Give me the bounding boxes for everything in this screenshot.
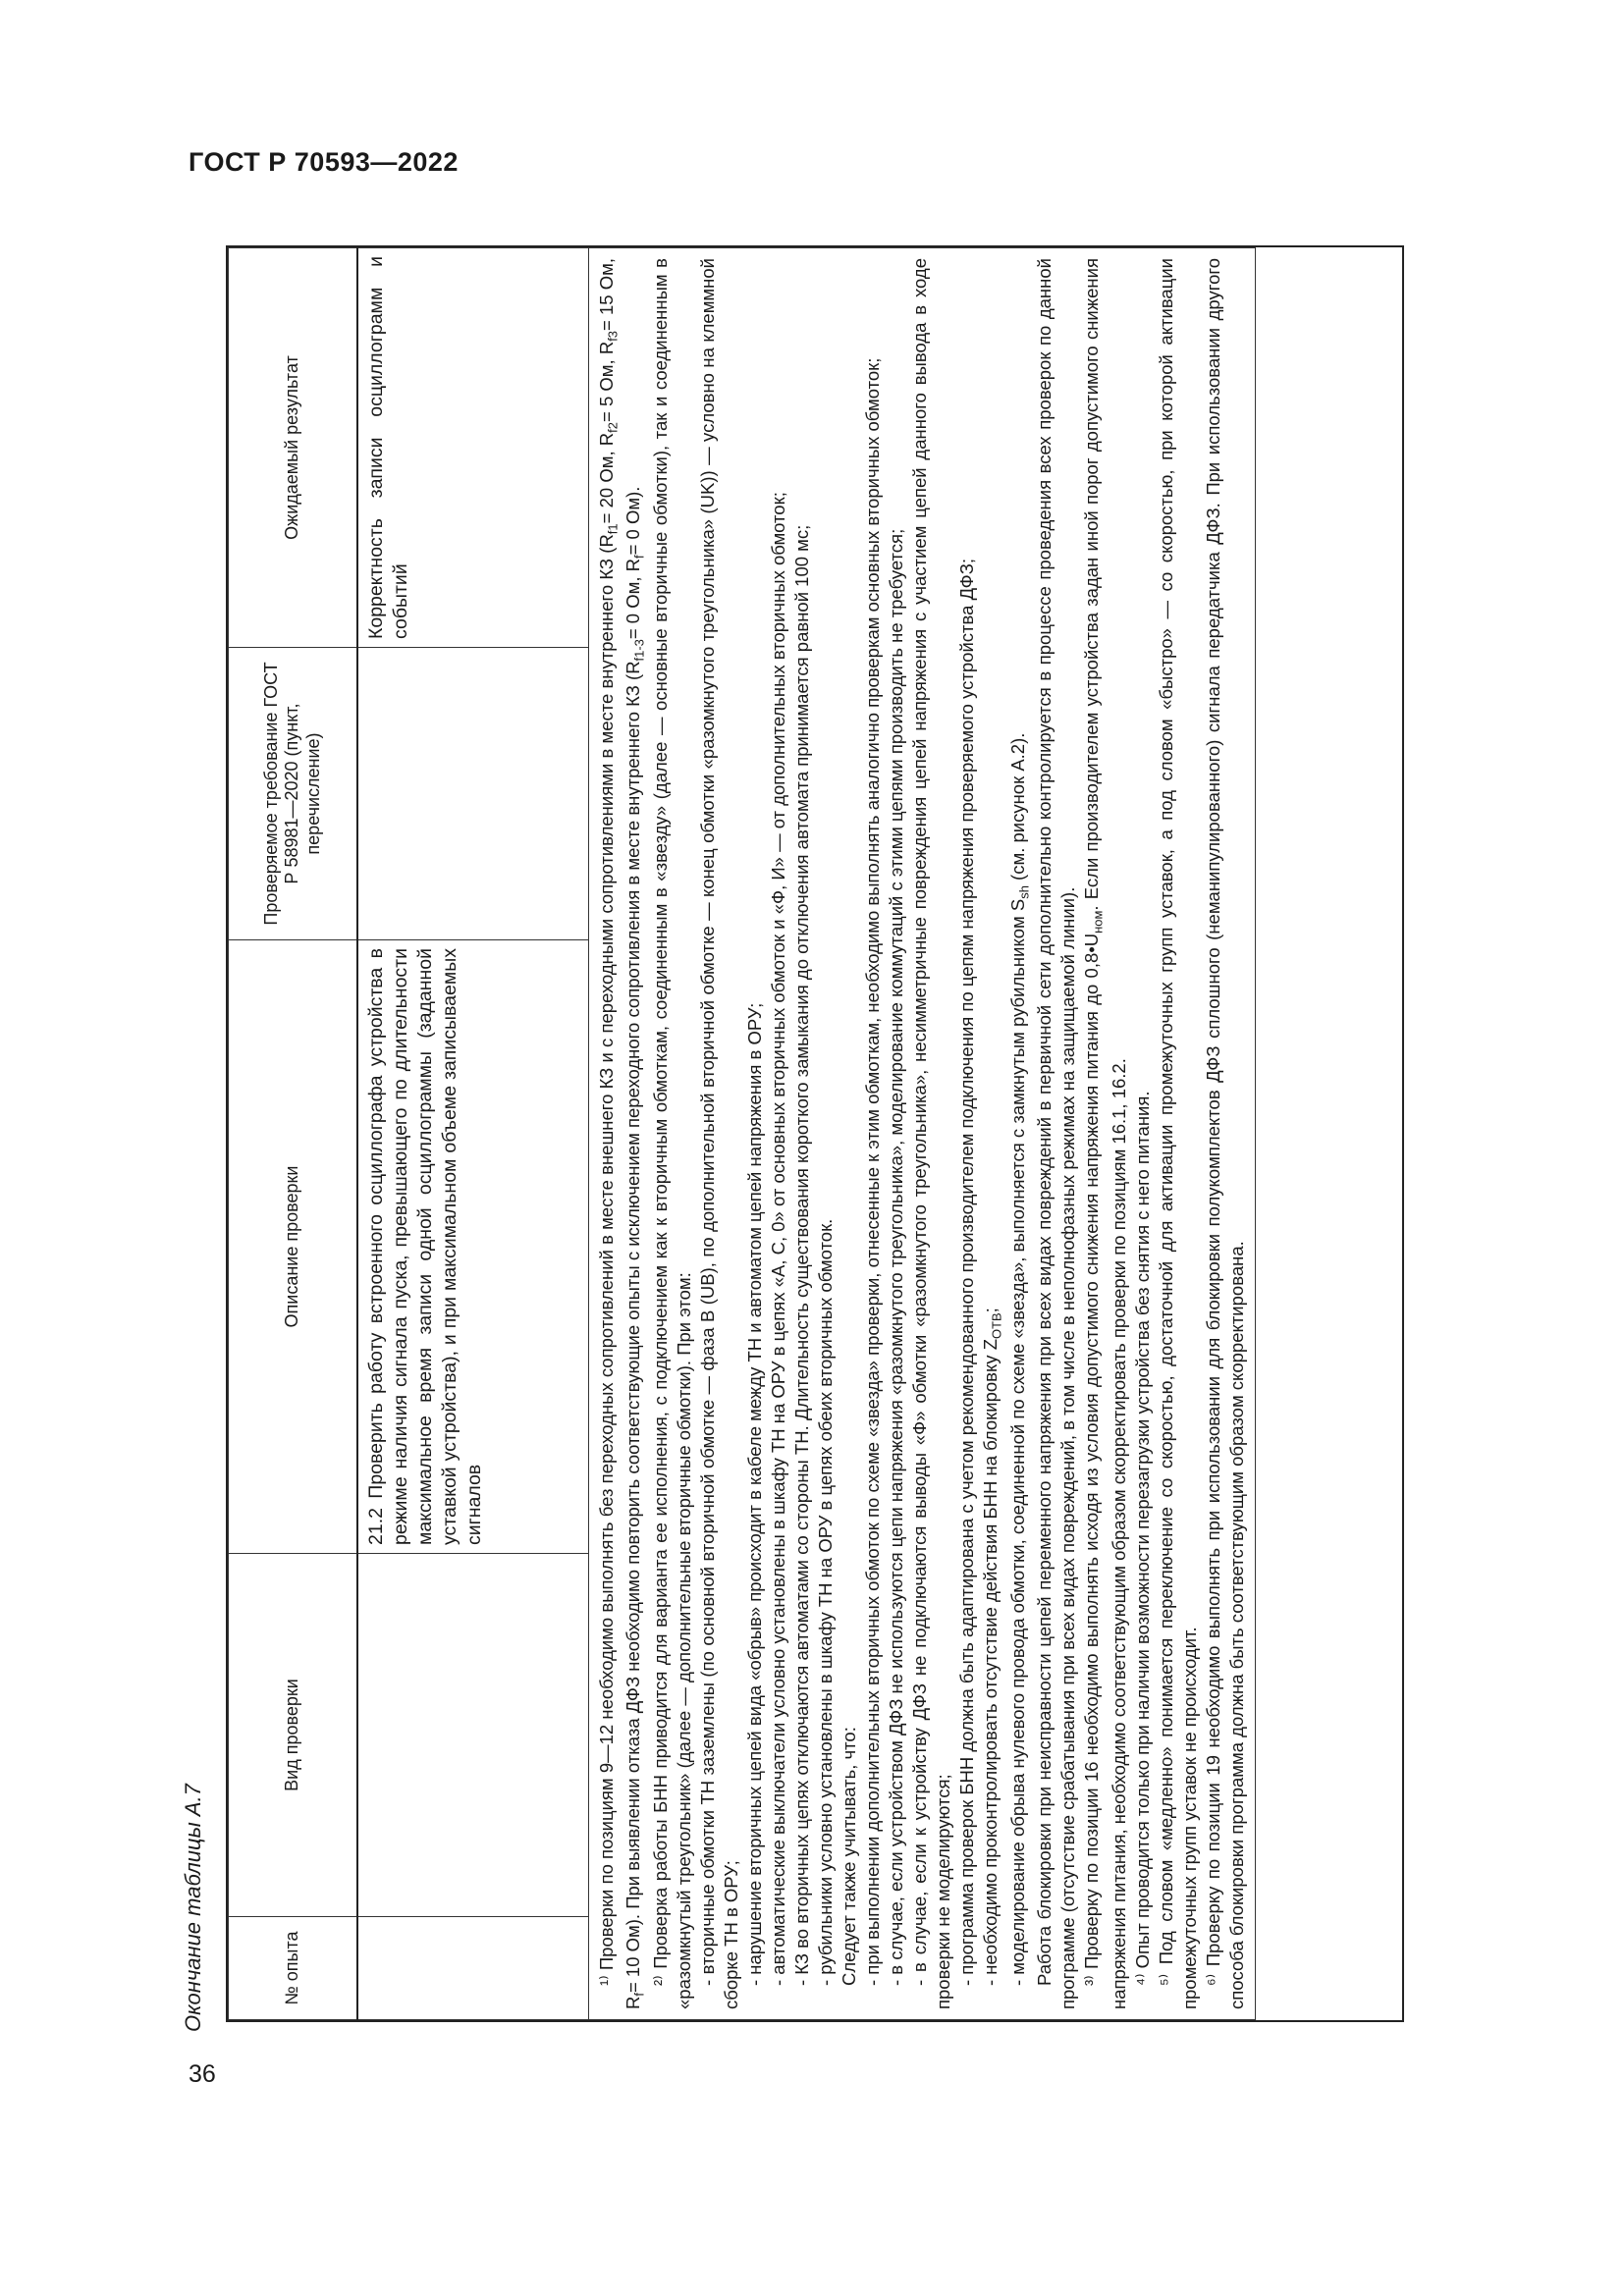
footnote-2-item: - моделирование обрыва нулевого провода обмотки, соединенной по схеме «звезда», выполняется с замкнутым рубильником $S_{sh}$ (см. рисунок А.2).: [1006, 732, 1032, 1986]
page-number: 36: [189, 2060, 216, 2088]
cell-result: Корректность записи осциллограмм и событий: [357, 248, 588, 648]
cell-description: 21.2 Проверить работу встроенного осциллографа устройства в режиме наличия сигнала пуска, превышающего по длительности максимальное время записи одной осциллограммы (заданной уставкой устройства), и при максимальном объеме записываемых сигналов: [357, 940, 588, 1554]
col-header-result: Ожидаемый результат: [229, 248, 358, 648]
table-header-row: [229, 248, 358, 2020]
col-header-kind: Вид проверки: [229, 1554, 358, 1917]
footnote-2-item: - в случае, если устройством ДФЗ не используются цепи напряжения «разомкнутого треугольника», моделирование коммутаций с этими цепями производить не требуется;: [886, 528, 906, 1986]
footnote-2-item: - программа проверок БНН должна быть адаптирована с учетом рекомендованного производителем подключения по цепям напряжения проверяемого устройства ДФЗ;: [956, 558, 978, 1986]
footnote-2-item: - при выполнении дополнительных вторичных обмоток по схеме «звезда» проверки, отнесенные к этим обмоткам, необходимо выполнять аналогично проверкам основных вторичных обмоток;: [861, 357, 883, 1986]
table: [228, 247, 1256, 2020]
footnote-2-item: - рубильники условно установлены в шкафу ТН на ОРУ в цепях обеих вторичных обмоток.: [814, 1218, 836, 1986]
cell-kind: [357, 1554, 588, 1917]
rotated-content: [167, 216, 1443, 2042]
footnote-2-item: Следует также учитывать, что:: [838, 1727, 859, 1986]
footnote-2-item: - автоматические выключатели условно установлены в шкафу ТН на ОРУ в цепях «А, С, 0» от основных вторичных обмоток и «Ф, И» — от дополнительных вторичных обмоток;: [767, 492, 788, 1986]
col-header-requirement: Проверяемое требование ГОСТ Р 58981—2020 (пункт, перечисление): [229, 648, 358, 940]
table-caption: Окончание таблицы А.7: [181, 1784, 205, 2032]
footnote-2-item: - необходимо проконтролировать отсутствие действия БНН на блокировку $Z_{ОТВ}$;: [980, 1308, 1004, 1986]
table-notes-row: [588, 248, 1256, 2020]
footnote-2-item: - вторичные обмотки ТН заземлены (по основной вторичной обмотке — фаза В (UB), по дополнительной вторичной обмотке — конец обмотки «разомкнутого треугольника» (UK)) — условно на клеммной сборке ТН в ОРУ;: [696, 258, 741, 2009]
table-footnotes: [588, 248, 1256, 2020]
table-row: [357, 248, 588, 2020]
table-a7-end: [226, 245, 1404, 2022]
footnote-2-item: - в случае, если к устройству ДФЗ не подключаются выводы «Ф» обмотки «разомкнутого треугольника», несимметричные повреждения цепей напряжения с участием цепей данного вывода в ходе проверки не моделируются;: [909, 258, 954, 2009]
footnote-4: ⁴⁾ Опыт проводится только при наличии возможности перезагрузки устройства без снятия с него питания.: [1131, 1091, 1153, 1986]
footnote-5: ⁵⁾ Под словом «медленно» понимается переключение со скоростью, достаточной для активации промежуточных групп уставок, а под словом «быстро» — со скоростью, при которой активации промежуточных групп уставок не происходит.: [1155, 258, 1200, 2009]
footnote-2-item: - КЗ во вторичных цепях отключаются автоматами со стороны ТН. Длительность существования короткого замыкания до отключения автомата принимается равной 100 мс;: [790, 524, 812, 1986]
cell-requirement: [357, 648, 588, 940]
footnote-6: ⁶⁾ Проверку по позиции 19 необходимо выполнять при использовании для блокировки полукомплектов ДФЗ сплошного (неманипулированного) сигнала передатчика ДФЗ. При использовании другого способа блокировки программа должна быть соответствующим образом скорректирована.: [1203, 258, 1248, 2009]
footnote-1: ¹⁾ Проверки по позициям 9—12 необходимо выполнять без переходных сопротивлений в месте внешнего КЗ и с переходными сопротивлениями в месте внутреннего КЗ ($R_{f1}= 20$ Ом, $R_{f2}= 5$ Ом, $R_{f3}= 15$ Ом, $R_f= 10$ Ом). При выявлении отказа ДФЗ необходимо повторить соответствующие опыты с исключением переходного сопротивления в месте внутреннего КЗ ($R_{f1-3}= 0$ Ом, $R_f= 0$ Ом).: [595, 258, 647, 2009]
footnote-2-item: Работа блокировки при неисправности цепей переменного напряжения при всех видах повреждений в первичной сети дополнительно контролируется в процессе проведения всех проверок по данной программе (отсутствие срабатывания при всех видах повреждений, в том числе в неполнофазных режимах на защищаемой линии).: [1034, 258, 1079, 2009]
cell-number: [357, 1917, 588, 2020]
footnote-2-item: - нарушение вторичных цепей вида «обрыв» происходит в кабеле между ТН и автоматом цепей напряжения в ОРУ;: [743, 1002, 765, 1986]
col-header-number: № опыта: [229, 1917, 358, 2020]
footnote-2: ²⁾ Проверка работы БНН приводится для варианта ее исполнения, с подключением как к вторичным обмоткам, соединенным в «звезду» (далее — основные вторичные обмотки), так и соединенным в «разомкнутый треугольник» (далее — дополнительные вторичные обмотки). При этом:: [649, 258, 694, 2009]
footnote-3: ³⁾ Проверку по позиции 16 необходимо выполнять исходя из условия допустимого снижения напряжения питания до $0,8•U_{ном}$. Если производителем устройства задан иной порог допустимого снижения напряжения питания, необходимо соответствующим образом скорректировать проверки по позициям 16.1, 16.2.: [1081, 258, 1129, 2009]
document-header: ГОСТ Р 70593—2022: [189, 147, 459, 177]
col-header-description: Описание проверки: [229, 940, 358, 1554]
